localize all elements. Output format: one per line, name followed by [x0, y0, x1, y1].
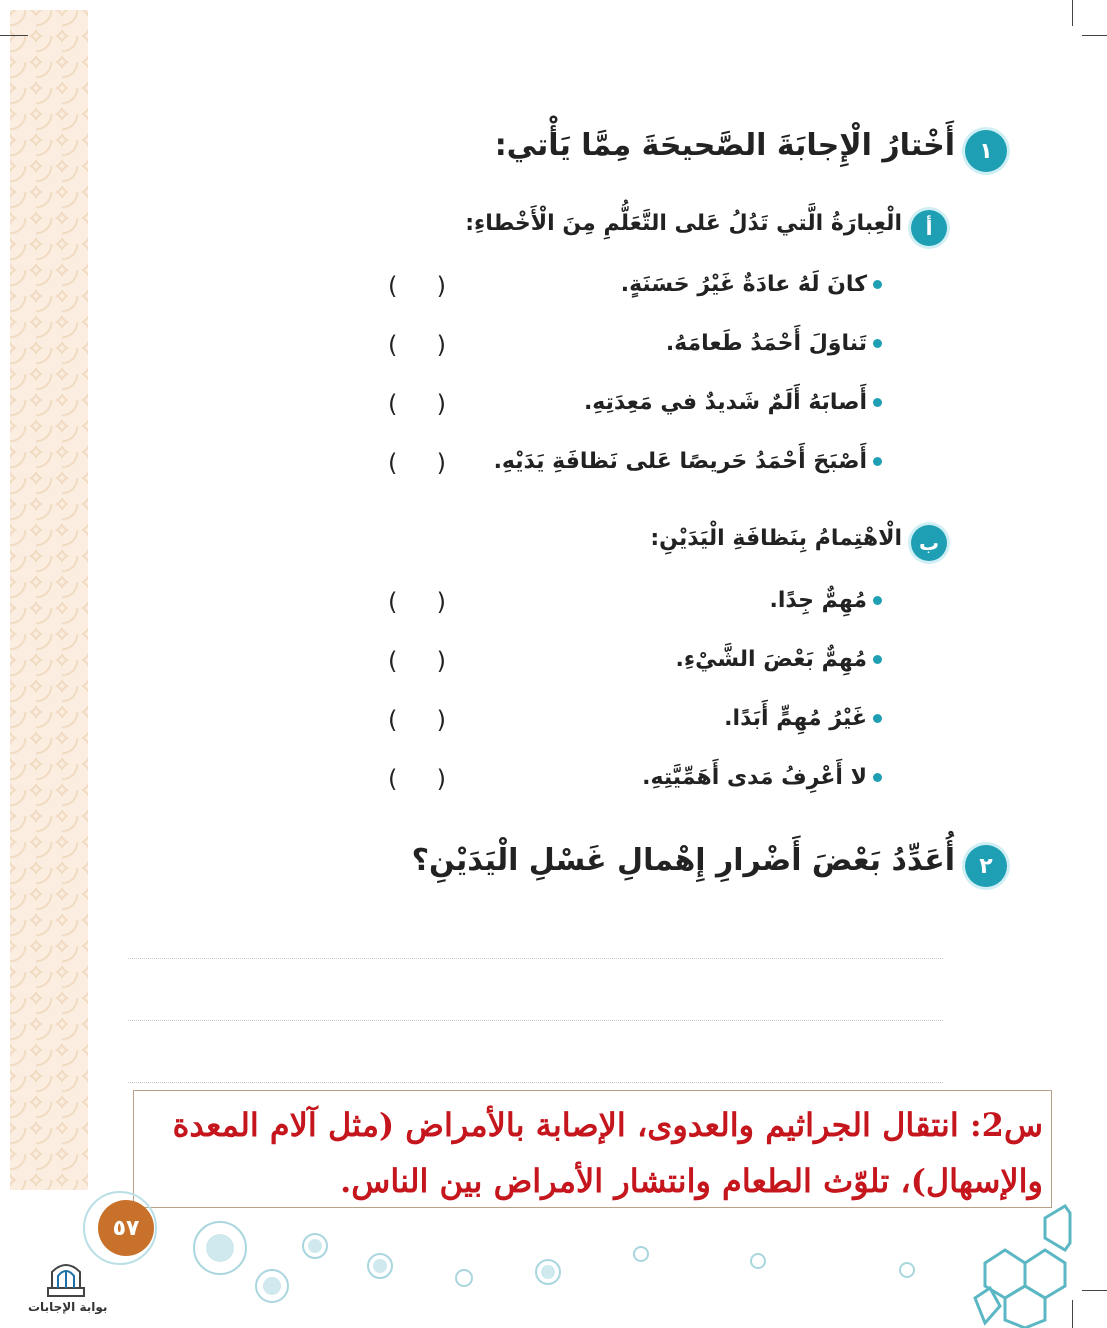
bullet-icon: [873, 398, 882, 407]
answer-slot[interactable]: ( ): [388, 272, 446, 300]
bullet-icon: [873, 339, 882, 348]
answer-slot[interactable]: ( ): [388, 765, 446, 793]
answer-slot[interactable]: ( ): [388, 390, 446, 418]
answer-text: س2: انتقال الجراثيم والعدوى، الإصابة بالأمراض (مثل آلام المعدة والإسهال)، تلوّث الطعام وانتشار الأمراض بين الناس.: [172, 1106, 1043, 1200]
answer-slot[interactable]: ( ): [388, 706, 446, 734]
question-2-number: ٢: [965, 845, 1007, 887]
part-b-badge: ب: [911, 525, 947, 561]
part-a-title: الْعِبارَةُ الَّتي تَدُلُ عَلى التَّعَلُّمِ مِنَ الْأَخْطاءِ:: [465, 211, 902, 236]
answer-line[interactable]: [128, 1082, 943, 1083]
answer-slot[interactable]: ( ): [388, 647, 446, 675]
answer-line[interactable]: [128, 958, 943, 959]
part-b-title: الْاهْتِمامُ بِنَظافَةِ الْيَدَيْنِ:: [650, 526, 902, 551]
option-b-2: مُهِمٌّ بَعْضَ الشَّيْءِ.: [676, 647, 882, 672]
part-a-badge: أ: [911, 210, 947, 246]
option-b-4: لا أَعْرِفُ مَدى أَهَمِّيَّتِهِ.: [642, 765, 882, 790]
option-a-3: أَصابَهُ أَلَمٌ شَديدٌ في مَعِدَتِهِ.: [584, 390, 882, 415]
option-b-1: مُهِمٌّ جِدًا.: [769, 588, 882, 613]
page-number-badge: ٥٧: [98, 1200, 154, 1256]
bullet-icon: [873, 280, 882, 289]
site-logo-icon: [44, 1258, 88, 1300]
bullet-icon: [873, 773, 882, 782]
answer-slot[interactable]: ( ): [388, 588, 446, 616]
flower-ornament-icon: [634, 1247, 648, 1261]
option-b-3: غَيْرُ مُهِمٍّ أَبَدًا.: [724, 706, 882, 731]
flower-ornament-icon: [456, 1270, 472, 1286]
question-1-number: ١: [965, 130, 1007, 172]
option-a-2: تَناوَلَ أَحْمَدُ طَعامَهُ.: [666, 331, 882, 356]
answer-slot[interactable]: ( ): [388, 449, 446, 477]
answer-line[interactable]: [128, 1020, 943, 1021]
bullet-icon: [873, 655, 882, 664]
question-1-title: أَخْتارُ الْإِجابَةَ الصَّحيحَةَ مِمَّا يَأْتي:: [494, 128, 955, 163]
flower-ornament-icon: [900, 1263, 914, 1277]
bullet-icon: [873, 457, 882, 466]
flower-ornament-icon: [751, 1254, 765, 1268]
question-2-title: أُعَدِّدُ بَعْضَ أَضْرارِ إِهْمالِ غَسْلِ الْيَدَيْنِ؟: [411, 843, 955, 878]
bullet-icon: [873, 596, 882, 605]
answer-slot[interactable]: ( ): [388, 331, 446, 359]
bullet-icon: [873, 714, 882, 723]
site-logo-text: بوابة الإجابات: [28, 1300, 108, 1314]
option-a-4: أَصْبَحَ أَحْمَدُ حَريصًا عَلى نَظافَةِ يَدَيْهِ.: [494, 449, 882, 474]
footer-decoration: [0, 1188, 1107, 1328]
option-a-1: كانَ لَهُ عادَةٌ غَيْرُ حَسَنَةٍ.: [621, 272, 882, 297]
geometric-tiles-icon: [975, 1206, 1070, 1328]
